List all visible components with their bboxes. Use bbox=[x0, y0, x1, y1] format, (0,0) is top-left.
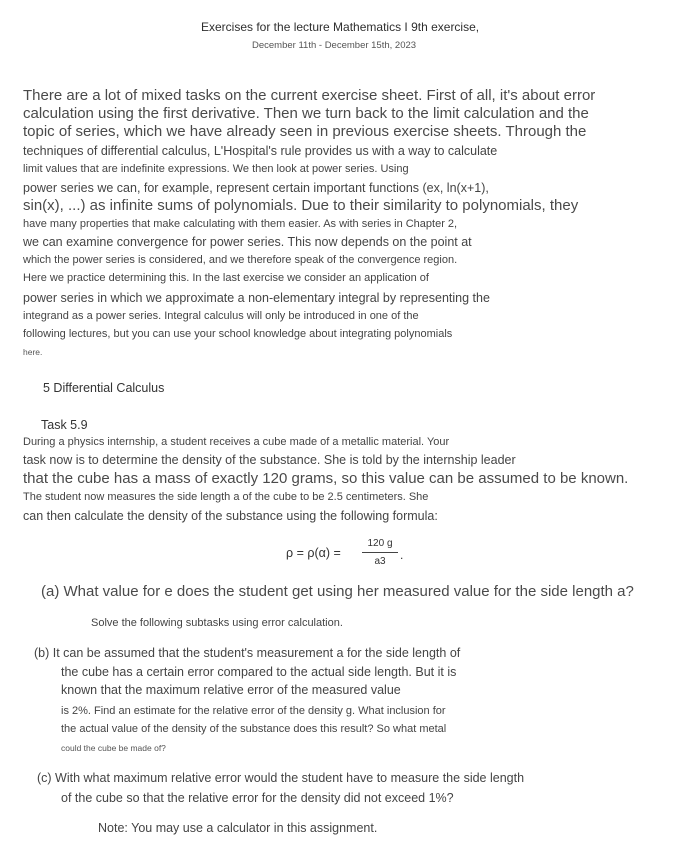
intro-line: following lectures, but you can use your school knowledge about integrating polynomials bbox=[23, 328, 453, 340]
task-title: Task 5.9 bbox=[41, 418, 88, 432]
formula-numerator: 120 g bbox=[367, 538, 393, 549]
intro-line: have many properties that make calculating with them easier. As with series in Chapter 2, bbox=[23, 218, 458, 230]
intro-line: power series in which we approximate a non-elementary integral by representing the bbox=[23, 291, 490, 305]
part-b-line: could the cube be made of? bbox=[61, 743, 166, 753]
intro-line: techniques of differential calculus, L'Hospital's rule provides us with a way to calculate bbox=[23, 144, 498, 158]
intro-line: limit values that are indefinite expressions. We then look at power series. Using bbox=[23, 163, 409, 175]
intro-line: power series we can, for example, represent certain important functions (ex, ln(x+1), bbox=[23, 181, 489, 195]
formula-end: . bbox=[400, 548, 404, 562]
part-b-line: known that the maximum relative error of the measured value bbox=[61, 683, 401, 697]
intro-line: Here we practice determining this. In the last exercise we consider an application of bbox=[23, 272, 429, 284]
section-title: 5 Differential Calculus bbox=[43, 381, 165, 395]
page-dates: December 11th - December 15th, 2023 bbox=[252, 40, 417, 51]
part-b-line: is 2%. Find an estimate for the relative error of the density g. What inclusion for bbox=[61, 705, 446, 717]
formula-fraction bbox=[362, 538, 398, 567]
part-c-line: (c) With what maximum relative error would the student have to measure the side length bbox=[37, 771, 525, 785]
fraction-bar bbox=[362, 552, 398, 553]
part-b-line: the cube has a certain error compared to the actual side length. But it is bbox=[61, 665, 457, 679]
part-b-line: (b) It can be assumed that the student's measurement a for the side length of bbox=[34, 646, 461, 660]
task-body-line: task now is to determine the density of the substance. She is told by the internship leader bbox=[23, 453, 516, 467]
intro-line: we can examine convergence for power series. This now depends on the point at bbox=[23, 235, 472, 249]
task-body-line: that the cube has a mass of exactly 120 grams, so this value can be assumed to be known. bbox=[23, 470, 629, 487]
part-a: (a) What value for e does the student get using her measured value for the side length a? bbox=[41, 583, 634, 600]
intro-line: here. bbox=[23, 347, 43, 357]
part-c-line: of the cube so that the relative error for the density did not exceed 1%? bbox=[61, 791, 454, 805]
intro-line: topic of series, which we have already seen in previous exercise sheets. Through the bbox=[23, 123, 587, 140]
task-body-line: can then calculate the density of the substance using the following formula: bbox=[23, 509, 438, 523]
task-body-line: During a physics internship, a student receives a cube made of a metallic material. Your bbox=[23, 436, 450, 448]
note: Note: You may use a calculator in this assignment. bbox=[98, 821, 378, 835]
intro-line: sin(x), ...) as infinite sums of polynomials. Due to their similarity to polynomials, they bbox=[23, 197, 579, 214]
page-title: Exercises for the lecture Mathematics I 9th exercise, bbox=[201, 20, 480, 34]
instruction: Solve the following subtasks using error calculation. bbox=[91, 617, 343, 629]
part-b-line: the actual value of the density of the substance does this result? So what metal bbox=[61, 723, 447, 735]
formula-denominator: a3 bbox=[374, 556, 386, 567]
intro-line: which the power series is considered, and we therefore speak of the convergence region. bbox=[23, 254, 458, 266]
intro-line: calculation using the first derivative. Then we turn back to the limit calculation and the bbox=[23, 105, 589, 122]
intro-line: There are a lot of mixed tasks on the current exercise sheet. First of all, it's about error bbox=[23, 87, 596, 104]
intro-line: integrand as a power series. Integral calculus will only be introduced in one of the bbox=[23, 310, 419, 322]
formula-lhs: ρ = ρ(α) = bbox=[286, 546, 341, 560]
task-body-line: The student now measures the side length a of the cube to be 2.5 centimeters. She bbox=[23, 491, 429, 503]
